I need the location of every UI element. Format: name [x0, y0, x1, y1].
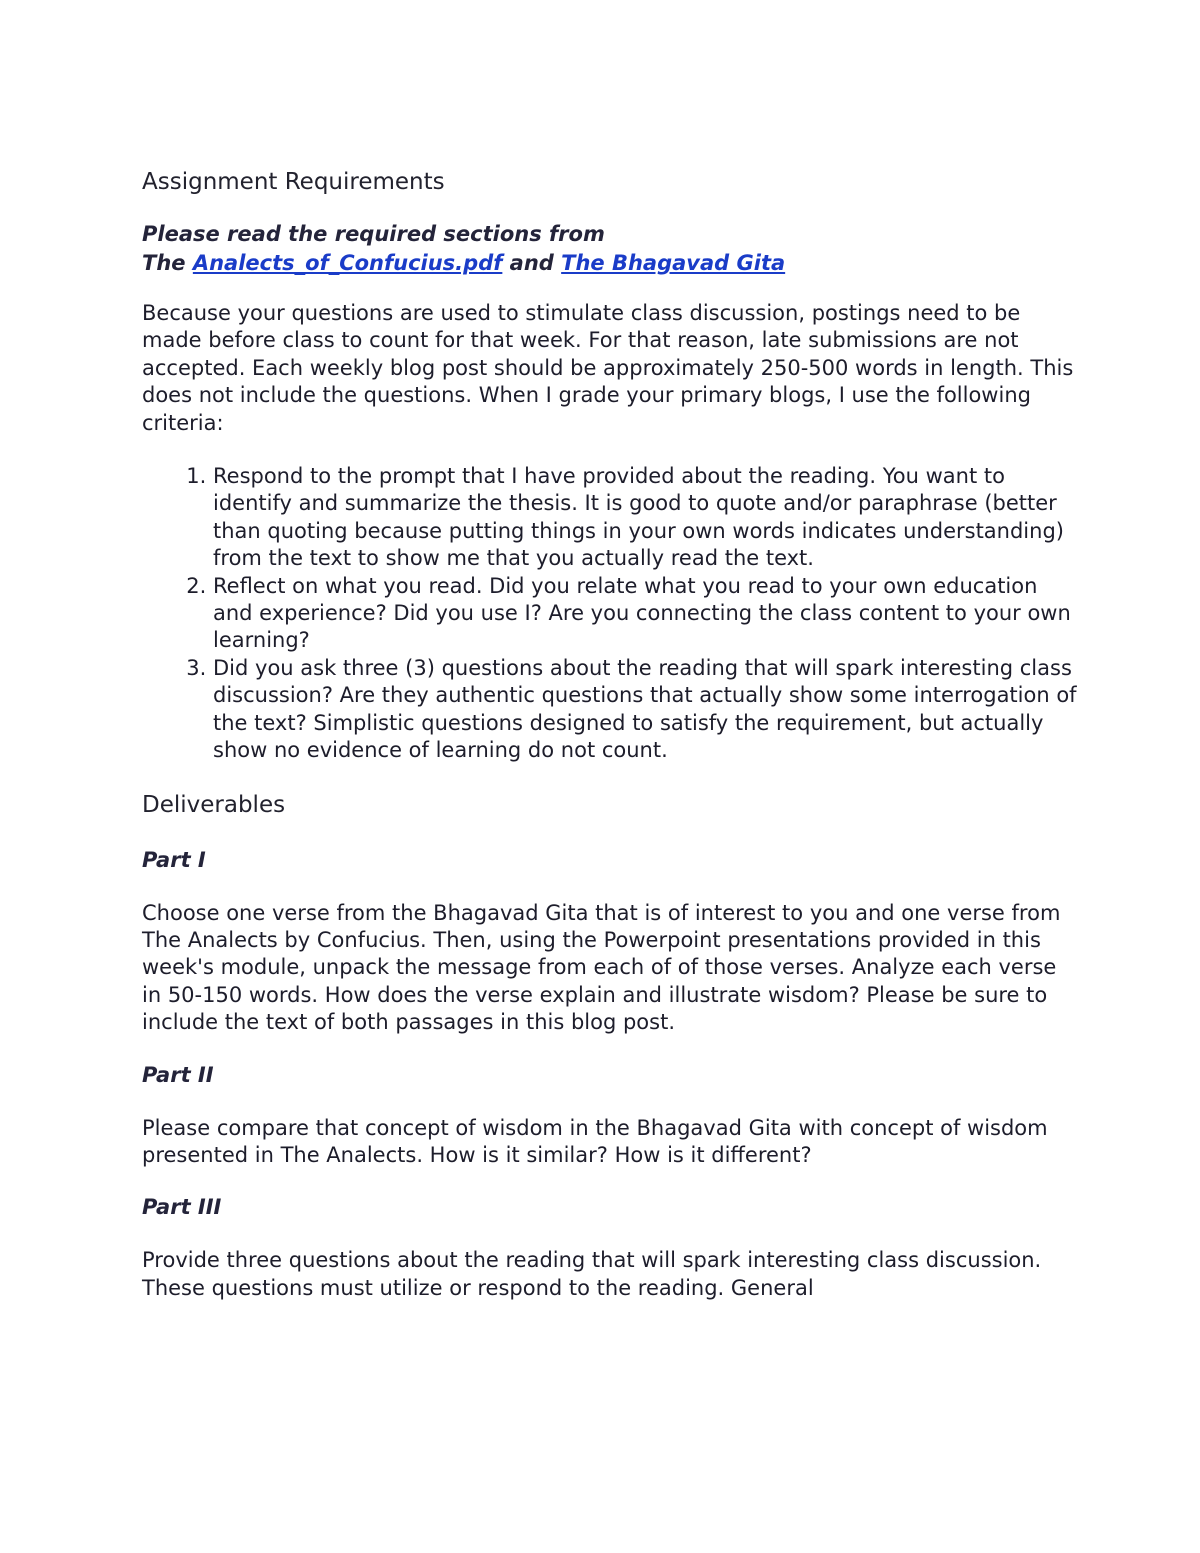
reading-instructions-line2: [142, 249, 1082, 278]
bhagavad-gita-link[interactable]: The Bhagavad Gita: [561, 251, 786, 275]
reading-instructions-line1: Please read the required sections from: [142, 222, 605, 246]
criteria-item: 1. Respond to the prompt that I have provided about the reading. You want to identify and summarize the thesis. It is good to quote and/or paraphrase (better than quoting because putting things in your own words indicates understanding) from the text to show me that you actually read the text.: [213, 463, 1082, 573]
reading-conjunction: and: [502, 251, 562, 275]
analects-pdf-link[interactable]: Analects_of_Confucius.pdf: [192, 251, 503, 275]
page-title: Assignment Requirements: [142, 169, 445, 195]
intro-paragraph: Because your questions are used to stimulate class discussion, postings need to be made before class to count for that week. For that reason, late submissions are not accepted. Each weekly blog post should be approximately 250-500 words in length. This does not include the questions. When I grade your primary blogs, I use the following criteria:: [142, 301, 1074, 435]
part-1-text: Choose one verse from the Bhagavad Gita that is of interest to you and one verse from The Analects by Confucius. Then, using the Powerpoint presentations provided in this week's module, unpack the message from each of of those verses. Analyze each verse in 50-150 words. How does the verse explain and illustrate wisdom? Please be sure to include the text of both passages in this blog post.: [142, 900, 1061, 1035]
reading-prefix: The: [142, 251, 193, 275]
deliverables-heading: Deliverables: [142, 791, 286, 818]
criteria-item: 3. Did you ask three (3) questions about the reading that will spark interesting class discussion? Are they authentic questions that actually show some interrogation of the text? Simplistic questions designed to satisfy the requirement, but actually show no evidence of learning do not count.: [213, 655, 1082, 765]
grading-criteria-list: [142, 463, 1082, 764]
part-3-text: Provide three questions about the reading that will spark interesting class discussion. These questions must utilize or respond to the reading. General: [142, 1248, 1042, 1300]
part-2-heading: Part II: [142, 1062, 214, 1087]
document-page: [142, 166, 1082, 1302]
criteria-item: 2. Reflect on what you read. Did you relate what you read to your own education and experience? Did you use I? Are you connecting the class content to your own learning?: [213, 573, 1082, 655]
part-3-heading: Part III: [142, 1195, 222, 1220]
part-1-heading: Part I: [142, 847, 206, 872]
part-2-text: Please compare that concept of wisdom in the Bhagavad Gita with concept of wisdom presented in The Analects. How is it similar? How is it different?: [142, 1115, 1048, 1167]
reading-instructions: [142, 220, 1082, 278]
